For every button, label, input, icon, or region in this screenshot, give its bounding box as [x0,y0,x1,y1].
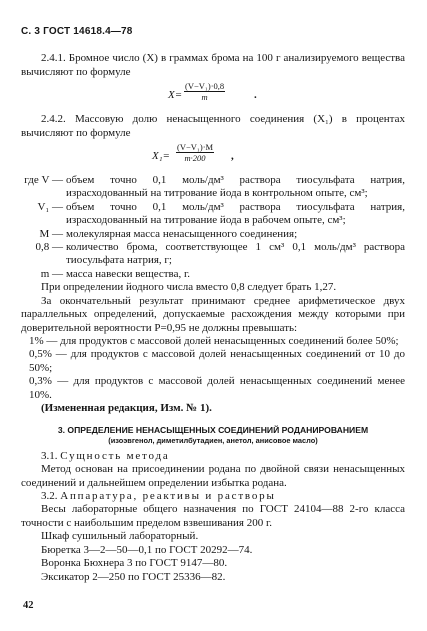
definition-term: 0,8 — [35,241,63,254]
formula-fraction [176,142,214,163]
subsection-title: Сущность метода [60,449,170,462]
formula-numerator: (V−V₁)·0,8 [185,81,225,92]
amendment-note [21,402,405,415]
paragraph-final-result: За окончательный результат принимают среднее арифметическое двух параллельных определений, допускаемые расхождения между которыми при доверительной вероятности P=0,95 не должны превышать: [21,294,405,334]
subsection-3-1-heading [21,450,405,463]
formula-numerator: (V−V₁)·M [177,142,214,153]
definition-text: количество брома, соответствующее 1 см³ 0,1 моль/дм³ раствора тиосульфата натрия, г; [66,241,405,267]
subsection-number: 3.1. [41,449,58,462]
formula-lhs: X₁= [152,150,170,163]
definition-text: молекулярная масса ненасыщенного соединения; [66,227,298,240]
definition-row [21,174,405,201]
definition-row [21,241,405,268]
definition-term: M — [39,227,63,240]
tolerance-item: 0,3% — для продуктов с массовой долей ненасыщенных соединений менее 10%. [29,375,405,401]
subsection-3-1-text: Метод основан на присоединении родана по двойной связи ненасыщенных соединений и дальнейшем определении избытка родана. [21,463,405,489]
tolerance-item: 1% — для продуктов с массовой долей ненасыщенных соединений более 50%; [29,334,399,347]
section-3-title: 3. ОПРЕДЕЛЕНИЕ НЕНАСЫЩЕННЫХ СОЕДИНЕНИЙ РОДАНИРОВАНИЕМ [57,425,369,436]
equipment-item: Шкаф сушильный лабораторный. [41,530,199,543]
equipment-item: Воронка Бюхнера 3 по ГОСТ 9147—80. [41,557,228,570]
definition-text: объем точно 0,1 моль/дм³ раствора тиосульфата натрия, израсходованный на титрование йода в рабочем опыте, см³; [66,200,405,227]
tolerance-item: 0,5% — для продуктов с массовой долей ненасыщенных соединений от 10 до 50%; [29,348,405,374]
subsection-number: 3.2. [41,490,58,503]
formula-bromine-number [21,81,405,111]
equipment-item: Бюретка 3—2—50—0,1 по ГОСТ 20292—74. [41,543,253,556]
amendment-text: (Измененная редакция, Изм. № 1). [41,401,212,414]
paragraph-2-4-2: 2.4.2. Массовую долю ненасыщенного соединения (X₁) в процентах вычисляют по формуле [21,113,405,139]
page-header: С. 3 ГОСТ 14618.4—78 [21,26,133,37]
formula-mass-fraction [21,142,405,172]
variable-definitions [21,174,405,281]
equipment-item: Эксикатор 2—250 по ГОСТ 25336—82. [41,570,226,583]
equipment-scales: Весы лабораторные общего назначения по ГОСТ 24104—88 2-го класса точности с наибольшим пределом взвешивания 200 г. [21,503,405,529]
formula-denominator: m [201,92,208,103]
definition-term: где V — [24,174,63,187]
definition-row [21,201,405,228]
section-3-subtitle: (изоэвгенол, диметилбутадиен, анетол, анисовое масло) [108,435,318,445]
page-number: 42 [23,600,34,611]
formula-denominator: m·200 [184,153,206,164]
paragraph-2-4-1: 2.4.1. Бромное число (X) в граммах брома на 100 г анализируемого вещества вычисляют по формуле [21,52,405,78]
definition-term: V₁ — [37,200,63,213]
definition-row [21,268,405,281]
document-page [21,25,405,584]
subsection-3-2-heading [21,490,405,503]
subsection-title: Аппаратура, реактивы и растворы [60,490,276,503]
definition-text: масса навески вещества, г. [66,267,190,280]
paragraph-iodine-number: При определении йодного числа вместо 0,8 следует брать 1,27. [41,281,337,294]
definition-term: m — [40,267,63,280]
formula-end: . [254,89,257,102]
formula-end: , [231,150,234,163]
formula-lhs: X= [168,89,183,102]
definition-row [21,228,405,241]
definition-text: объем точно 0,1 моль/дм³ раствора тиосульфата натрия, израсходованный на титрование йода в контрольном опыте, см³; [66,174,405,200]
formula-fraction [184,81,225,102]
